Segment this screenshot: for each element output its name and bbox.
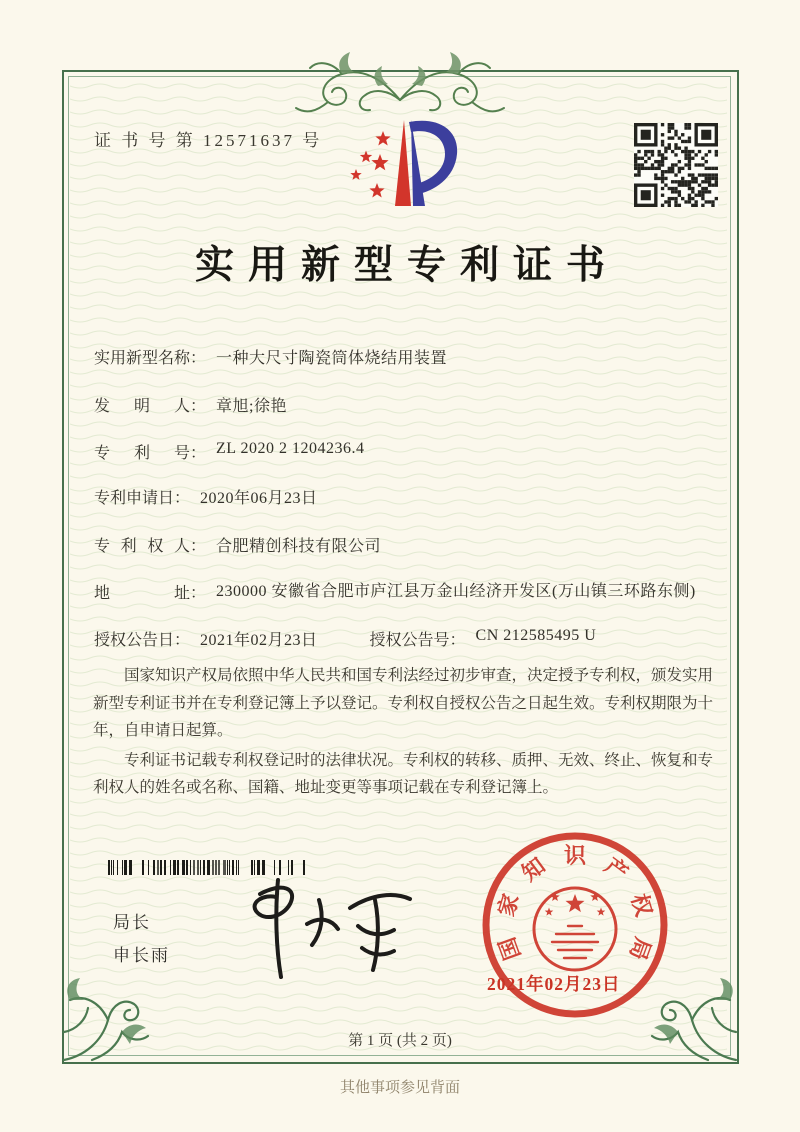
cnipa-logo-icon [333, 114, 473, 228]
field-inventors [94, 393, 714, 416]
svg-text:识: 识 [563, 843, 587, 869]
page-info: 第 1 页 (共 2 页) [348, 1033, 452, 1049]
certificate-number: 证 书 号 第 12571637 号 [94, 131, 323, 150]
signer-name: 申长雨 [113, 946, 170, 965]
handwritten-signature-icon [222, 872, 417, 987]
field-patentee [94, 533, 714, 556]
legal-text [93, 662, 713, 804]
legal-paragraph-2: 专利证书记载专利权登记时的法律状况。专利权的转移、质押、无效、终止、恢复和专利权人的姓名或名称、国籍、地址变更等事项记载在专利登记簿上。 [93, 751, 714, 797]
certificate-title: 实用新型专利证书 [194, 244, 619, 287]
signer-title: 局长 [113, 913, 151, 932]
svg-text:局: 局 [624, 934, 656, 964]
field-filing-date [94, 485, 714, 508]
field-label: 授权公告号： [369, 632, 466, 649]
field-label: 授权公告日： [94, 632, 191, 649]
field-label: 地 址： [94, 585, 207, 602]
seal-date: 2021年02月23日 [487, 974, 621, 994]
back-note: 其他事项参见背面 [339, 1080, 460, 1096]
svg-text:家: 家 [493, 890, 524, 920]
field-address [94, 580, 714, 605]
svg-text:权: 权 [626, 890, 657, 920]
legal-paragraph-1: 国家知识产权局依照中华人民共和国专利法经过初步审查，决定授予专利权，颁发实用新型专利证书并在专利登记簿上予以登记。专利权自授权公告之日起生效。专利权期限为十年，自申请日起算。 [93, 667, 714, 740]
field-value: 合肥精创科技有限公司 [216, 538, 382, 555]
field-patent-number [94, 440, 714, 463]
svg-text:知: 知 [517, 852, 550, 886]
field-grant-announcement [94, 627, 714, 650]
field-label: 实用新型名称： [94, 350, 207, 367]
field-value: 2021年02月23日 [200, 632, 318, 649]
field-value: 2020年06月23日 [200, 490, 318, 507]
field-label: 专 利 权 人： [94, 538, 206, 555]
field-label: 专 利 号： [94, 445, 207, 462]
field-value: CN 212585495 U [475, 627, 597, 644]
logo-triangle-left [395, 120, 411, 206]
svg-text:产: 产 [600, 852, 633, 886]
svg-text:国: 国 [494, 934, 526, 964]
bottom-left-flourish-ornament [58, 972, 158, 1064]
field-value: 一种大尺寸陶瓷筒体烧结用装置 [216, 350, 448, 367]
field-label: 专利申请日： [94, 490, 191, 507]
field-patent-name [94, 345, 714, 368]
qr-code-icon [634, 123, 718, 207]
field-value: 230000 安徽省合肥市庐江县万金山经济开发区(万山镇三环路东侧) [216, 583, 696, 600]
field-value: ZL 2020 2 1204236.4 [216, 440, 365, 457]
field-value: 章旭;徐艳 [216, 398, 287, 415]
field-label: 发 明 人： [94, 398, 207, 415]
